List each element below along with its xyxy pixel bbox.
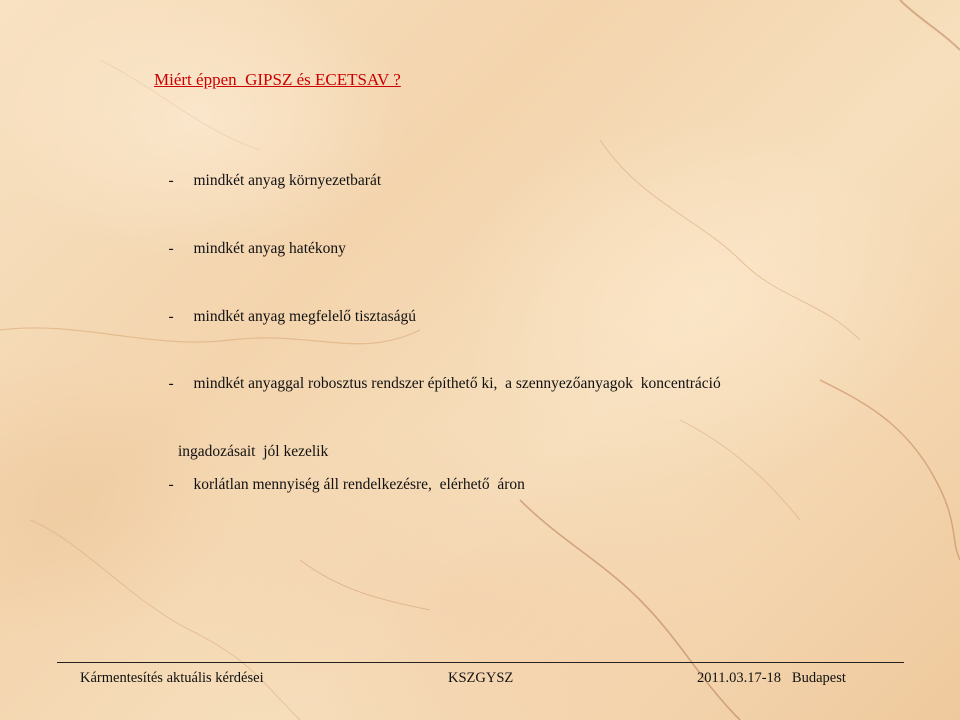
bullet-text: mindkét anyaggal robosztus rendszer építhető ki, a szennyezőanyagok koncentráció [193,375,721,392]
bullet-text: mindkét anyag hatékony [193,240,346,257]
footer-divider [57,662,904,663]
bullet-text: korlátlan mennyiség áll rendelkezésre, elérhető áron [193,476,525,493]
slide-title: Miért éppen GIPSZ és ECETSAV ? [154,70,401,89]
footer-date-location: 2011.03.17-18 Budapest [697,670,846,686]
bullet-marker: - [168,375,174,392]
bullet-text: mindkét anyag megfelelő tisztaságú [193,308,417,325]
bullet-item [153,434,525,536]
bullet-marker: - [168,308,174,325]
bullet-marker: - [168,476,174,493]
bullet-marker: - [168,240,174,257]
bullet-text: mindkét anyag környezetbarát [193,172,382,189]
bullet-text-continuation: ingadozásait jól kezelik [178,443,329,460]
footer-organization: KSZGYSZ [448,670,514,686]
footer-event-title: Kármentesítés aktuális kérdései [80,670,264,686]
bullet-marker: - [168,172,174,189]
